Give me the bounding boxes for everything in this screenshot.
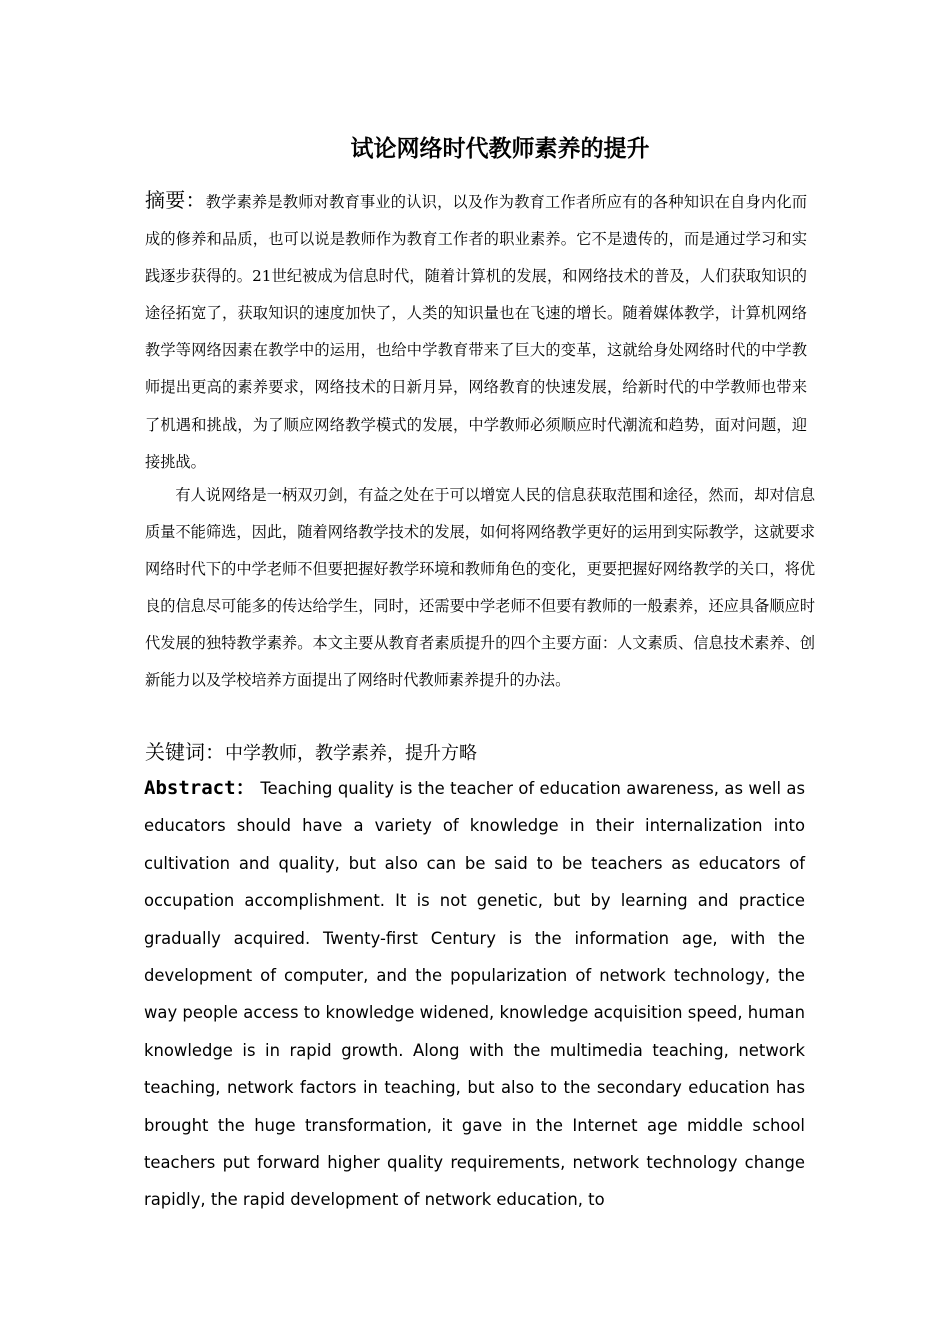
document-title: 试论网络时代教师素养的提升 bbox=[350, 136, 650, 162]
keywords-label: 关键词： bbox=[145, 740, 225, 764]
abstract-cn-text: 教学素养是教师对教育事业的认识，以及作为教育工作者所应有的各种知识在自身内化而成的修养和品质，也可以说是教师作为教育工作者的职业素养。它不是遗传的，而是通过学习和实践逐步获得的。21世纪被成为信息时代，随着计算机的发展，和网络技术的普及，人们获取知识的途径拓宽了，获取知识的速度加快了，人类的知识量也在飞速的增长。随着媒体教学，计算机网络教学等网络因素在教学中的运用，也给中学教育带来了巨大的变革，这就给身处网络时代的中学教师提出更高的素养要求，网络技术的日新月异，网络教育的快速发展，给新时代的中学教师也带来了机遇和挑战，为了顺应网络教学模式的发展，中学教师必须顺应时代潮流和趋势，面对问题，迎接挑战。 bbox=[145, 193, 808, 471]
chinese-paragraph-2: 有人说网络是一柄双刃剑，有益之处在于可以增宽人民的信息获取范围和途径，然而，却对信息质量不能筛选，因此，随着网络教学技术的发展，如何将网络教学更好的运用到实际教学，这就要求网络时代下的中学老师不但要把握好教学环境和教师角色的变化，更要把握好网络教学的关口，将优良的信息尽可能多的传达给学生，同时，还需要中学老师不但要有教师的一般素养，还应具备顺应时代发展的独特教学素养。本文主要从教育者素质提升的四个主要方面：人文素质、信息技术素养、创新能力以及学校培养方面提出了网络时代教师素养提升的办法。 bbox=[145, 486, 815, 690]
keywords-line bbox=[145, 734, 807, 772]
abstract-en-label: Abstract： bbox=[144, 777, 255, 799]
abstract-en-text: Teaching quality is the teacher of education awareness, as well as educators should have a variety of knowledge in their internalization into cultivation and quality, but also can be said to be teachers as educators of occupation accomplishment. It is not genetic, but by learning and practice gradually acquired. Twenty-first Century is the information age, with the development of computer, and the popularization of network technology, the way people access to knowledge widened, knowledge acquisition speed, human knowledge is in rapid growth. Along with the multimedia teaching, network teaching, network factors in teaching, but also to the secondary education has brought the huge transformation, it gave in the Internet age middle school teachers put forward higher quality requirements, network technology change rapidly, the rapid development of network education, to bbox=[144, 779, 806, 1210]
abstract-cn-label: 摘要： bbox=[145, 188, 206, 212]
chinese-abstract bbox=[145, 182, 807, 481]
keywords-text: 中学教师，教学素养，提升方略 bbox=[225, 743, 477, 764]
english-abstract bbox=[144, 770, 805, 1219]
